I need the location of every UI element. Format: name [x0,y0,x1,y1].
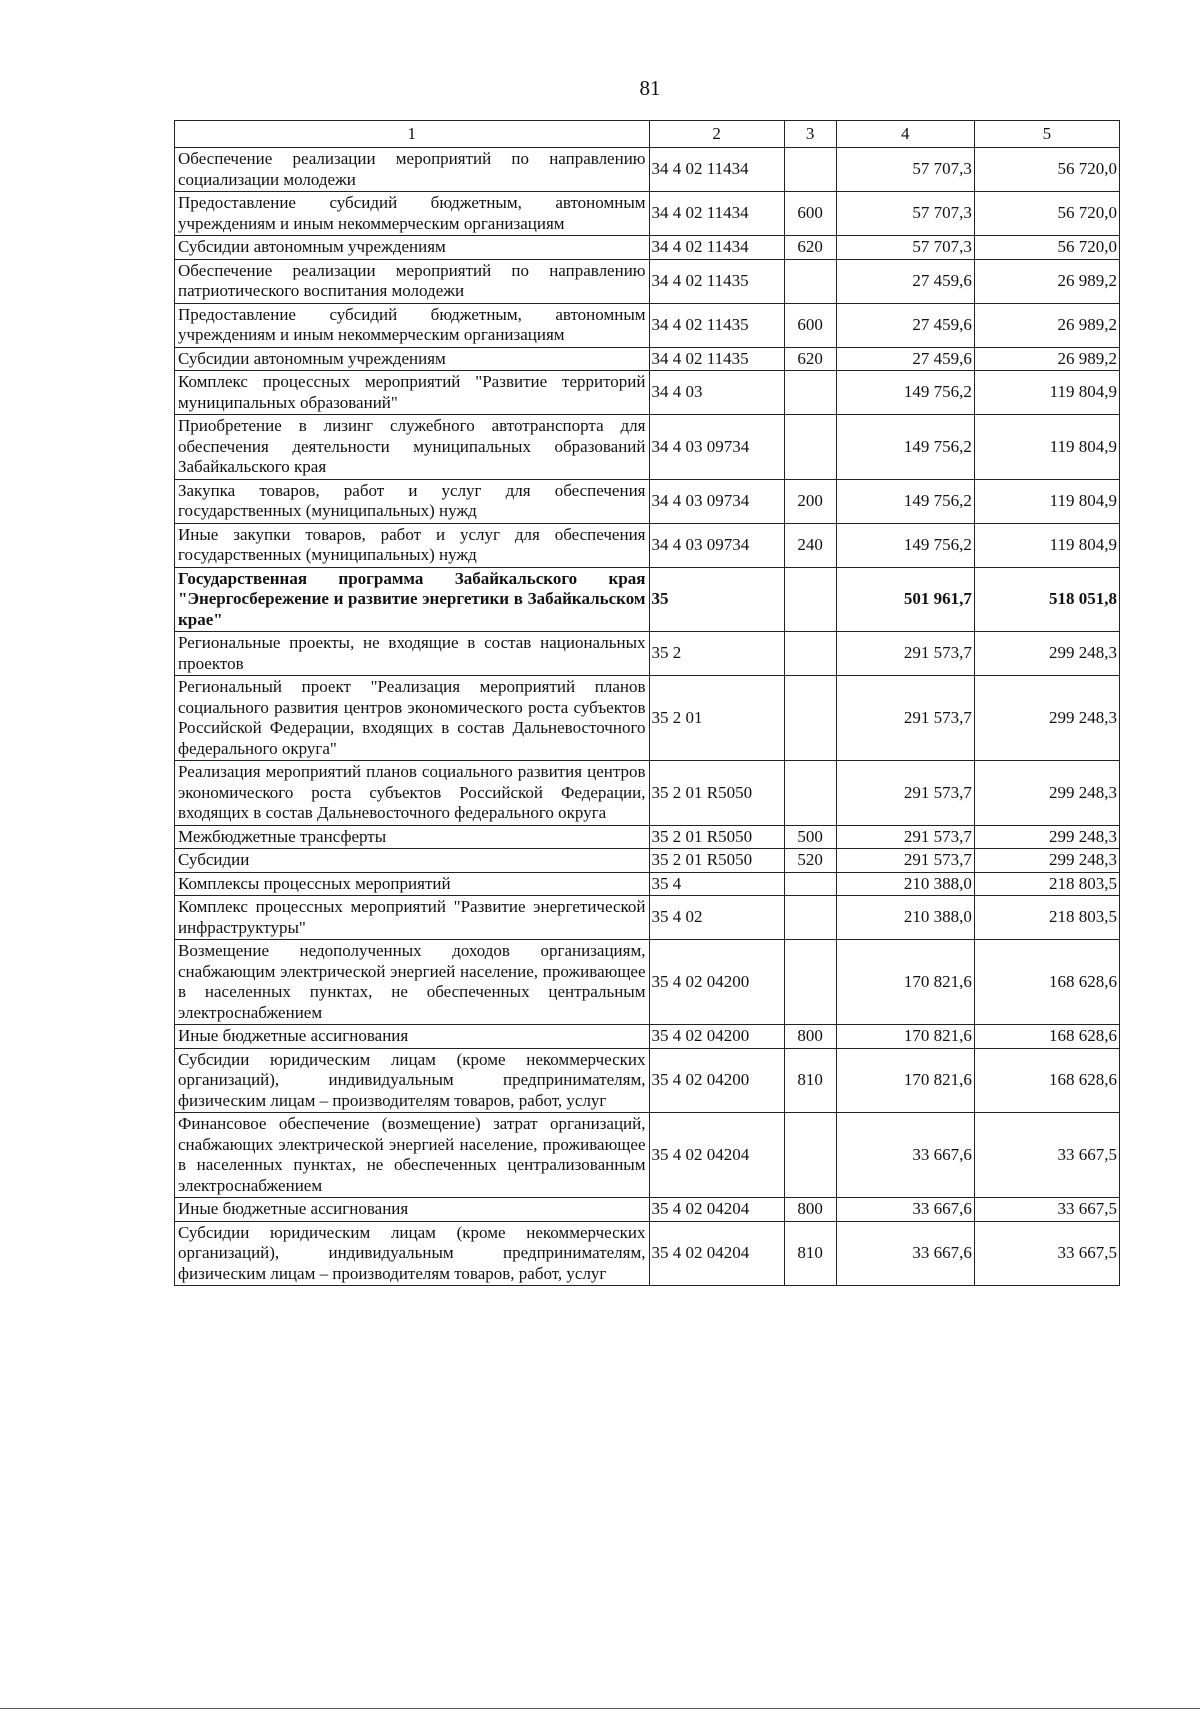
header-col-1: 1 [175,121,650,148]
row-value-col4: 57 707,3 [836,236,974,260]
row-value-col4: 149 756,2 [836,371,974,415]
row-name-cell: Иные закупки товаров, работ и услуг для обеспечения государственных (муниципальных) нужд [175,523,650,567]
row-type-cell [784,148,836,192]
table-row [175,825,1120,849]
row-value-col5: 119 804,9 [974,479,1119,523]
table-row [175,259,1120,303]
row-value-col5: 299 248,3 [974,825,1119,849]
row-value-col5: 168 628,6 [974,940,1119,1025]
row-type-cell [784,872,836,896]
row-value-col5: 119 804,9 [974,415,1119,480]
header-col-4: 4 [836,121,974,148]
row-type-cell: 620 [784,236,836,260]
row-code-cell: 34 4 02 11434 [649,148,784,192]
row-name-cell: Субсидии юридическим лицам (кроме некоммерческих организаций), индивидуальным предпринимателям, физическим лицам – производителям товаров, работ, услуг [175,1048,650,1113]
row-code-cell: 35 4 02 04204 [649,1113,784,1198]
row-value-col5: 26 989,2 [974,303,1119,347]
row-name-cell: Закупка товаров, работ и услуг для обеспечения государственных (муниципальных) нужд [175,479,650,523]
row-code-cell: 34 4 03 09734 [649,523,784,567]
row-code-cell: 35 4 02 04204 [649,1198,784,1222]
row-type-cell [784,415,836,480]
table-row [175,896,1120,940]
row-type-cell [784,761,836,826]
row-value-col5: 299 248,3 [974,849,1119,873]
row-type-cell [784,259,836,303]
row-name-cell: Межбюджетные трансферты [175,825,650,849]
row-value-col4: 170 821,6 [836,1025,974,1049]
row-type-cell [784,632,836,676]
row-code-cell: 35 4 [649,872,784,896]
table-row [175,849,1120,873]
row-value-col4: 291 573,7 [836,761,974,826]
row-name-cell: Субсидии автономным учреждениям [175,347,650,371]
row-value-col4: 149 756,2 [836,415,974,480]
row-code-cell: 35 4 02 04200 [649,940,784,1025]
row-value-col5: 218 803,5 [974,896,1119,940]
table-row [175,1221,1120,1286]
row-value-col4: 33 667,6 [836,1221,974,1286]
row-value-col4: 33 667,6 [836,1198,974,1222]
row-value-col5: 56 720,0 [974,236,1119,260]
row-value-col4: 501 961,7 [836,567,974,632]
row-value-col4: 170 821,6 [836,1048,974,1113]
row-value-col5: 33 667,5 [974,1221,1119,1286]
row-code-cell: 34 4 02 11434 [649,192,784,236]
row-type-cell [784,896,836,940]
table-row [175,148,1120,192]
row-value-col5: 56 720,0 [974,148,1119,192]
row-code-cell: 35 4 02 [649,896,784,940]
row-value-col5: 168 628,6 [974,1048,1119,1113]
row-value-col4: 291 573,7 [836,632,974,676]
row-value-col5: 299 248,3 [974,632,1119,676]
table-row [175,236,1120,260]
row-code-cell: 34 4 03 [649,371,784,415]
row-type-cell: 600 [784,303,836,347]
row-value-col4: 57 707,3 [836,148,974,192]
row-type-cell: 200 [784,479,836,523]
row-value-col4: 291 573,7 [836,849,974,873]
table-row [175,1025,1120,1049]
row-name-cell: Иные бюджетные ассигнования [175,1198,650,1222]
row-type-cell: 800 [784,1025,836,1049]
table-row [175,371,1120,415]
row-value-col4: 27 459,6 [836,259,974,303]
page-number: 81 [639,76,661,100]
row-type-cell [784,567,836,632]
row-code-cell: 34 4 03 09734 [649,415,784,480]
row-value-col5: 26 989,2 [974,259,1119,303]
row-value-col4: 210 388,0 [836,872,974,896]
row-name-cell: Предоставление субсидий бюджетным, автономным учреждениям и иным некоммерческим организациям [175,192,650,236]
table-row [175,192,1120,236]
row-value-col5: 119 804,9 [974,371,1119,415]
row-type-cell: 520 [784,849,836,873]
row-type-cell: 810 [784,1048,836,1113]
row-name-cell: Субсидии [175,849,650,873]
row-name-cell: Предоставление субсидий бюджетным, автономным учреждениям и иным некоммерческим организациям [175,303,650,347]
row-type-cell: 810 [784,1221,836,1286]
table-row [175,872,1120,896]
row-value-col5: 168 628,6 [974,1025,1119,1049]
row-value-col4: 149 756,2 [836,479,974,523]
table-row [175,940,1120,1025]
row-name-cell: Приобретение в лизинг служебного автотранспорта для обеспечения деятельности муниципальных образований Забайкальского края [175,415,650,480]
table-row [175,567,1120,632]
row-name-cell: Государственная программа Забайкальского края "Энергосбережение и развитие энергетики в Забайкальском крае" [175,567,650,632]
row-value-col4: 33 667,6 [836,1113,974,1198]
row-value-col4: 149 756,2 [836,523,974,567]
table-row [175,632,1120,676]
row-name-cell: Иные бюджетные ассигнования [175,1025,650,1049]
row-code-cell: 34 4 02 11435 [649,259,784,303]
header-col-3: 3 [784,121,836,148]
table-row [175,415,1120,480]
row-value-col4: 210 388,0 [836,896,974,940]
row-code-cell: 35 2 01 R5050 [649,761,784,826]
row-name-cell: Обеспечение реализации мероприятий по направлению патриотического воспитания молодежи [175,259,650,303]
row-code-cell: 35 2 [649,632,784,676]
row-type-cell [784,676,836,761]
table-row [175,676,1120,761]
row-value-col4: 27 459,6 [836,303,974,347]
row-type-cell [784,1113,836,1198]
row-value-col5: 299 248,3 [974,676,1119,761]
row-value-col5: 299 248,3 [974,761,1119,826]
row-name-cell: Финансовое обеспечение (возмещение) затрат организаций, снабжающих электрической энергией население, проживающее в населенных пунктах, не обеспеченных централизованным электроснабжением [175,1113,650,1198]
table-row [175,1048,1120,1113]
row-value-col5: 26 989,2 [974,347,1119,371]
row-code-cell: 35 4 02 04200 [649,1025,784,1049]
row-value-col5: 56 720,0 [974,192,1119,236]
row-value-col4: 57 707,3 [836,192,974,236]
row-code-cell: 35 4 02 04204 [649,1221,784,1286]
row-name-cell: Региональный проект "Реализация мероприятий планов социального развития центров экономического роста субъектов Российской Федерации, входящих в состав Дальневосточного федерального округа" [175,676,650,761]
row-code-cell: 34 4 03 09734 [649,479,784,523]
row-name-cell: Региональные проекты, не входящие в состав национальных проектов [175,632,650,676]
table-header-row [175,121,1120,148]
row-name-cell: Субсидии юридическим лицам (кроме некоммерческих организаций), индивидуальным предпринимателям, физическим лицам – производителям товаров, работ, услуг [175,1221,650,1286]
table-body [175,148,1120,1286]
row-type-cell: 800 [784,1198,836,1222]
table-row [175,303,1120,347]
row-code-cell: 34 4 02 11435 [649,303,784,347]
row-type-cell [784,371,836,415]
row-value-col4: 291 573,7 [836,825,974,849]
row-code-cell: 35 2 01 [649,676,784,761]
budget-table [174,120,1120,1286]
row-type-cell: 500 [784,825,836,849]
row-code-cell: 35 [649,567,784,632]
table-row [175,1198,1120,1222]
row-type-cell: 620 [784,347,836,371]
row-type-cell [784,940,836,1025]
row-value-col4: 291 573,7 [836,676,974,761]
row-code-cell: 34 4 02 11435 [649,347,784,371]
row-value-col5: 119 804,9 [974,523,1119,567]
table-row [175,523,1120,567]
row-name-cell: Обеспечение реализации мероприятий по направлению социализации молодежи [175,148,650,192]
header-col-2: 2 [649,121,784,148]
row-name-cell: Субсидии автономным учреждениям [175,236,650,260]
bottom-rule [0,1708,1200,1709]
table-row [175,1113,1120,1198]
row-value-col5: 33 667,5 [974,1198,1119,1222]
table-row [175,347,1120,371]
row-code-cell: 35 2 01 R5050 [649,849,784,873]
table-row [175,761,1120,826]
row-value-col5: 33 667,5 [974,1113,1119,1198]
row-type-cell: 600 [784,192,836,236]
row-code-cell: 35 2 01 R5050 [649,825,784,849]
row-code-cell: 35 4 02 04200 [649,1048,784,1113]
row-value-col4: 170 821,6 [836,940,974,1025]
row-name-cell: Комплекс процессных мероприятий "Развитие территорий муниципальных образований" [175,371,650,415]
row-value-col4: 27 459,6 [836,347,974,371]
row-name-cell: Комплекс процессных мероприятий "Развитие энергетической инфраструктуры" [175,896,650,940]
header-col-5: 5 [974,121,1119,148]
row-value-col5: 218 803,5 [974,872,1119,896]
row-name-cell: Комплексы процессных мероприятий [175,872,650,896]
table-row [175,479,1120,523]
row-type-cell: 240 [784,523,836,567]
row-value-col5: 518 051,8 [974,567,1119,632]
row-name-cell: Возмещение недополученных доходов организациям, снабжающим электрической энергией население, проживающее в населенных пунктах, не обеспеченных центральным электроснабжением [175,940,650,1025]
row-code-cell: 34 4 02 11434 [649,236,784,260]
row-name-cell: Реализация мероприятий планов социального развития центров экономического роста субъектов Российской Федерации, входящих в состав Дальневосточного федерального округа [175,761,650,826]
